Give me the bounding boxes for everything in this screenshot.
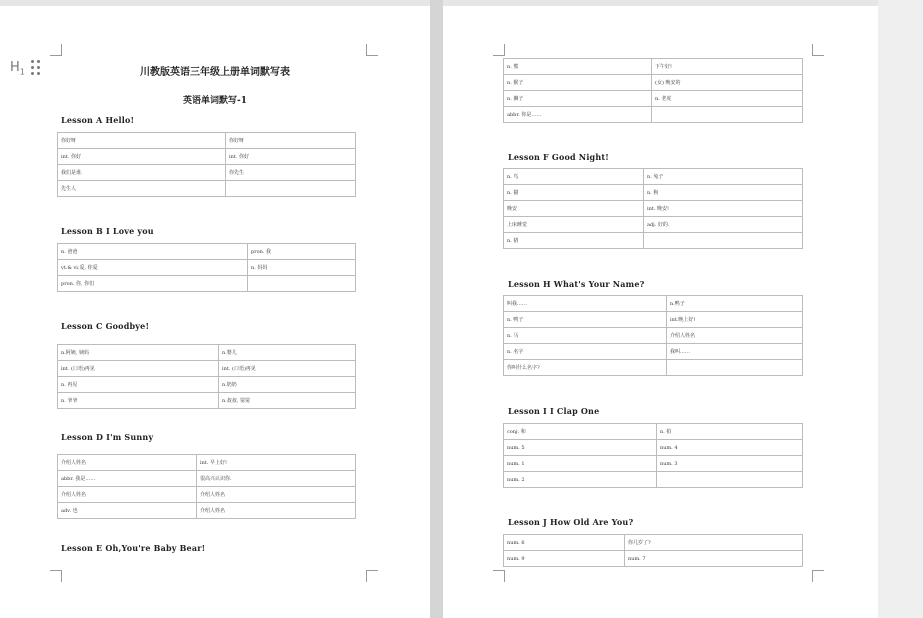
table-cell[interactable]: 你叫什么名字? <box>504 360 667 376</box>
canvas-margin <box>878 0 923 618</box>
table-row <box>58 455 356 471</box>
table-cell[interactable]: 晚安 <box>504 201 644 217</box>
table-row <box>58 276 356 292</box>
table-cell[interactable]: num. 2 <box>504 472 657 488</box>
vocab-table <box>57 243 356 292</box>
table-row <box>58 503 356 519</box>
table-cell[interactable]: n.叔叔, 舅舅 <box>219 393 356 409</box>
table-cell[interactable]: conj. 和 <box>504 424 657 440</box>
table-cell[interactable]: n. 兔子 <box>644 169 803 185</box>
table-row <box>58 244 356 260</box>
table-cell[interactable]: int. 晚安! <box>644 201 803 217</box>
table-row <box>58 361 356 377</box>
table-cell[interactable]: n.婴儿 <box>219 345 356 361</box>
table-cell[interactable]: n.阿姨, 姨妈 <box>58 345 219 361</box>
table-cell[interactable]: num. 3 <box>657 456 803 472</box>
table-cell[interactable]: 我们是谁. <box>58 165 226 181</box>
table-cell[interactable]: 上床睡觉 <box>504 217 644 233</box>
table-cell[interactable]: n. 爷爷 <box>58 393 219 409</box>
page-gutter <box>430 0 443 618</box>
table-cell[interactable]: 介绍人姓名 <box>58 487 197 503</box>
table-cell[interactable]: abbr. 我是…… <box>58 471 197 487</box>
table-row <box>504 344 803 360</box>
table-cell[interactable]: n. 再见 <box>58 377 219 393</box>
margin-corner-mark <box>50 570 62 582</box>
table-row <box>504 201 803 217</box>
table-row <box>58 471 356 487</box>
table-cell[interactable]: 介绍人姓名 <box>58 455 197 471</box>
vocab-table <box>503 534 803 567</box>
table-row <box>504 185 803 201</box>
table-cell[interactable]: 你几岁了? <box>625 535 803 551</box>
drag-handle-icon[interactable] <box>31 60 41 76</box>
lesson-title: Lesson D I'm Sunny <box>61 432 154 442</box>
document-page-1[interactable] <box>0 6 430 618</box>
table-cell[interactable]: n. 鸟 <box>504 169 644 185</box>
document-page-2[interactable] <box>443 6 878 618</box>
table-row <box>504 59 803 75</box>
table-cell[interactable]: n. 熊 <box>504 59 652 75</box>
table-row <box>504 312 803 328</box>
table-cell[interactable] <box>652 107 803 123</box>
margin-corner-mark <box>50 44 62 56</box>
table-cell[interactable]: 介绍人姓名 <box>197 503 356 519</box>
table-row <box>504 296 803 312</box>
vocab-table <box>57 132 356 197</box>
table-cell[interactable]: (女) 晚安的 <box>652 75 803 91</box>
table-cell[interactable]: int. 你好 <box>58 149 226 165</box>
table-cell[interactable] <box>667 360 803 376</box>
table-row <box>58 345 356 361</box>
table-cell[interactable]: num. 1 <box>504 456 657 472</box>
table-cell[interactable]: int. 早上好! <box>197 455 356 471</box>
table-cell[interactable]: n. 名字 <box>504 344 667 360</box>
table-cell[interactable]: pron. 我 <box>248 244 356 260</box>
table-cell[interactable] <box>248 276 356 292</box>
table-row <box>58 165 356 181</box>
lesson-title: Lesson J How Old Are You? <box>508 517 634 527</box>
heading-style-icon[interactable]: $H_1$ <box>10 60 25 77</box>
lesson-title: Lesson B I Love you <box>61 226 154 236</box>
table-cell[interactable]: n. 妈妈 <box>248 260 356 276</box>
table-cell[interactable]: pron. 你, 你们 <box>58 276 248 292</box>
table-cell[interactable]: n. 鸭子 <box>504 312 667 328</box>
document-subtitle: 英语单词默写-1 <box>183 96 247 106</box>
margin-corner-mark <box>366 44 378 56</box>
table-cell[interactable]: n. 猴子 <box>504 75 652 91</box>
table-cell[interactable] <box>226 181 356 197</box>
table-cell[interactable]: 先生人 <box>58 181 226 197</box>
table-row <box>504 551 803 567</box>
table-cell[interactable]: 介绍人姓名 <box>197 487 356 503</box>
table-cell[interactable]: num. 6 <box>504 535 625 551</box>
table-row <box>504 107 803 123</box>
table-cell[interactable]: 介绍人姓名 <box>667 328 803 344</box>
margin-corner-mark <box>493 44 505 56</box>
table-cell[interactable]: num. 9 <box>504 551 625 567</box>
table-row <box>58 181 356 197</box>
table-cell[interactable] <box>644 233 803 249</box>
table-row <box>504 217 803 233</box>
table-cell[interactable]: 我叫…… <box>667 344 803 360</box>
margin-corner-mark <box>366 570 378 582</box>
table-cell[interactable]: adj. 好的. <box>644 217 803 233</box>
lesson-title: Lesson A Hello! <box>61 115 135 125</box>
table-row <box>58 149 356 165</box>
table-cell[interactable]: n.奶奶 <box>219 377 356 393</box>
lesson-title: Lesson I I Clap One <box>508 406 600 416</box>
table-row <box>504 535 803 551</box>
vocab-table <box>503 423 803 488</box>
document-title: 川教版英语三年级上册单词默写表 <box>140 67 290 78</box>
table-row <box>504 233 803 249</box>
table-row <box>504 328 803 344</box>
table-cell[interactable]: int. (口语)再见 <box>58 361 219 377</box>
table-row <box>504 91 803 107</box>
table-cell[interactable]: n. 猪 <box>504 233 644 249</box>
table-cell[interactable]: n. 狗 <box>644 185 803 201</box>
vocab-table <box>57 454 356 519</box>
table-cell[interactable]: abbr. 你是…… <box>504 107 652 123</box>
lesson-title: Lesson H What's Your Name? <box>508 279 645 289</box>
table-cell[interactable]: n. 老虎 <box>652 91 803 107</box>
vocab-table <box>57 344 356 409</box>
table-cell[interactable]: 你好呀 <box>226 133 356 149</box>
table-row <box>504 456 803 472</box>
table-cell[interactable]: n. 拍 <box>657 424 803 440</box>
table-row <box>58 393 356 409</box>
table-cell[interactable]: 叫我…… <box>504 296 667 312</box>
vocab-table <box>503 168 803 249</box>
table-cell[interactable]: 很高兴认识你. <box>197 471 356 487</box>
table-row <box>58 377 356 393</box>
table-row <box>504 360 803 376</box>
table-cell[interactable] <box>657 472 803 488</box>
vocab-table <box>503 295 803 376</box>
table-cell[interactable]: 你好呀 <box>58 133 226 149</box>
table-cell[interactable]: n. 猫 <box>504 185 644 201</box>
table-cell[interactable]: num. 4 <box>657 440 803 456</box>
table-row <box>58 487 356 503</box>
table-cell[interactable]: n. 马 <box>504 328 667 344</box>
table-cell[interactable]: num. 5 <box>504 440 657 456</box>
table-cell[interactable]: num. 7 <box>625 551 803 567</box>
table-row <box>504 424 803 440</box>
table-cell[interactable]: vt.& vi.爱, 你爱 <box>58 260 248 276</box>
table-cell[interactable]: n.鸭子 <box>667 296 803 312</box>
table-row <box>58 260 356 276</box>
margin-corner-mark <box>493 570 505 582</box>
table-cell[interactable]: n. 狮子 <box>504 91 652 107</box>
margin-corner-mark <box>812 44 824 56</box>
table-cell[interactable]: int.晚上好! <box>667 312 803 328</box>
table-row <box>58 133 356 149</box>
lesson-title: Lesson E Oh,You're Baby Bear! <box>61 543 206 553</box>
table-row <box>504 169 803 185</box>
table-row <box>504 472 803 488</box>
margin-corner-mark <box>812 570 824 582</box>
table-cell[interactable]: int. 你好 <box>226 149 356 165</box>
table-cell[interactable]: 你先生 <box>226 165 356 181</box>
vocab-table <box>503 58 803 123</box>
lesson-title: Lesson F Good Night! <box>508 152 609 162</box>
table-row <box>504 75 803 91</box>
lesson-title: Lesson C Goodbye! <box>61 321 150 331</box>
table-cell[interactable]: int. (口语)再见 <box>219 361 356 377</box>
table-cell[interactable]: 下午好! <box>652 59 803 75</box>
table-cell[interactable]: adv. 也 <box>58 503 197 519</box>
table-cell[interactable]: n. 爸爸 <box>58 244 248 260</box>
table-row <box>504 440 803 456</box>
